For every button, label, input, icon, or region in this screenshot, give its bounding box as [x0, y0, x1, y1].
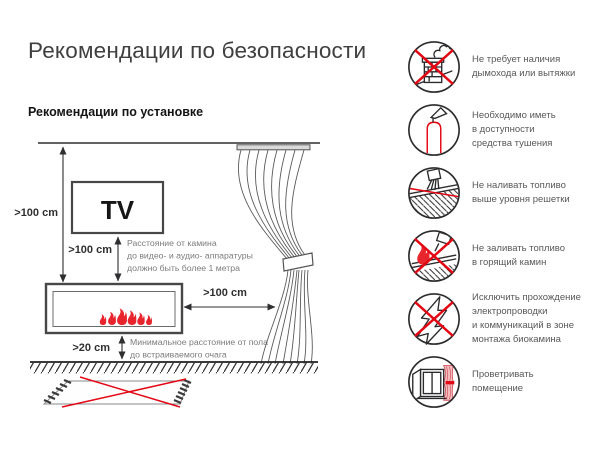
- tv-label: TV: [100, 195, 135, 225]
- svg-text:Минимальное расстояние от пола: Минимальное расстояние от пола: [130, 337, 268, 347]
- svg-text:Расстояние от камина: Расстояние от камина: [127, 238, 217, 248]
- safety-item-ventilate: [406, 354, 598, 410]
- svg-text:до видео- и аудио- аппаратуры: до видео- и аудио- аппаратуры: [127, 250, 253, 261]
- safety-item-label: Не наливать топливо выше уровня решетки: [472, 179, 570, 205]
- no-wiring-icon: [406, 291, 462, 347]
- floor-distance-note: [130, 337, 268, 360]
- curtain-rod: [237, 145, 310, 150]
- section-title: Рекомендации по установке: [28, 105, 204, 119]
- fire-extinguisher-icon: [406, 102, 462, 158]
- safety-item-label: Необходимо иметь в доступности средства тушения: [472, 109, 556, 150]
- floor: [30, 362, 318, 373]
- safety-item-fuel-level: [406, 165, 598, 221]
- dim-label-ceiling: >100 cm: [14, 207, 58, 219]
- safety-item-label: Исключить прохождение электропроводки и коммуникаций в зоне монтажа биокамина: [472, 291, 581, 346]
- tv-distance-note: [127, 238, 253, 273]
- safety-item-no-wiring: [406, 291, 598, 347]
- safety-item-no-refuel: [406, 228, 598, 284]
- safety-item-label: Не заливать топливо в горящий камин: [472, 242, 565, 268]
- fuel-level-icon: [406, 165, 462, 221]
- fireplace: [46, 284, 182, 333]
- ventilate-icon: [406, 354, 462, 410]
- safety-icon-list: [406, 39, 598, 417]
- dim-label-floor: >20 cm: [72, 342, 110, 354]
- svg-text:до встраиваемого очага: до встраиваемого очага: [130, 349, 227, 360]
- safety-item-label: Проветривать помещение: [472, 368, 534, 394]
- safety-item-extinguisher: [406, 102, 598, 158]
- dim-label-tv: >100 cm: [68, 244, 112, 256]
- safety-item-label: Не требует наличия дымохода или вытяжки: [472, 53, 576, 79]
- page-title: Рекомендации по безопасности: [28, 38, 367, 63]
- no-refuel-burning-icon: [406, 228, 462, 284]
- rug: [44, 377, 191, 407]
- svg-text:должно быть более 1 метра: должно быть более 1 метра: [127, 263, 240, 273]
- safety-item-no-chimney: [406, 39, 598, 95]
- dim-label-curtain: >100 cm: [203, 287, 247, 299]
- no-chimney-icon: [406, 39, 462, 95]
